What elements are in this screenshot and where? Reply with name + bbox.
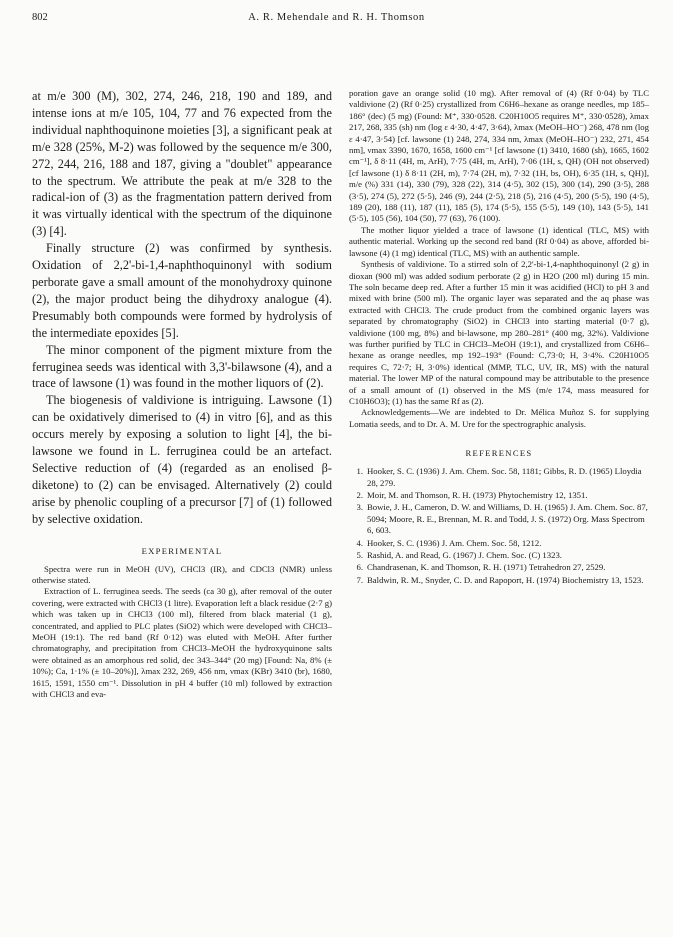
page-number: 802 bbox=[32, 12, 48, 23]
experimental-text-continued bbox=[349, 88, 649, 430]
body-text bbox=[32, 88, 332, 528]
reference-number: 6. bbox=[356, 562, 363, 573]
reference-number: 5. bbox=[356, 550, 363, 561]
reference-number: 1. bbox=[356, 466, 363, 477]
reference-list bbox=[349, 466, 649, 586]
reference-item bbox=[349, 562, 649, 573]
paragraph: Spectra were run in MeOH (UV), CHCl3 (IR), and CDCl3 (NMR) unless otherwise stated. bbox=[32, 563, 332, 585]
right-column bbox=[349, 88, 649, 587]
experimental-text bbox=[32, 564, 332, 701]
running-header bbox=[32, 12, 641, 28]
reference-item bbox=[349, 502, 649, 536]
reference-number: 2. bbox=[356, 490, 363, 500]
paragraph: at m/e 300 (M), 302, 274, 246, 218, 190 and 189, and intense ions at m/e 105, 104, 77 and 76 expected from the individual naphthoquinone moieties [3], a significant peak at m/e 328 (25%, M-2) was followed by the sequence m/e 300, 272, 244, 216, 188 and 187, giving a "doublet" appearance to the spectrum. We attribute the peak at m/e 328 to the radical-ion of (3) as the fragmentation pattern derived from it was virtually identical with the spectrum of the diquinone (3) [4]. bbox=[32, 89, 332, 239]
paragraph: poration gave an orange solid (10 mg). After removal of (4) (Rf 0·04) by TLC valdivione (2) (Rf 0·25) crystallized from C6H6–hexane as orange needles, mp 185–186° (dec) (5 mg) (Found: M⁺, 330·0528. C20H10O5 requires M⁺, 330·0528), λmax 217, 268, 335 (sh) nm (log ε 4·30, 4·47, 3·64), λmax (MeOH–HO⁻) 268, 478 nm (log ε 4·47, 3·54) [cf. lawsone (1) 248, 274, 334 nm, λmax (MeOH–HO⁻) 232, 271, 454 nm], νmax 3390, 1670, 1658, 1600 cm⁻¹ [cf lawsone (1) 3410, 1680 (sh), 1665, 1602 cm⁻¹], δ 8·11 (4H, m, ArH), 7·75 (4H, m, ArH), 7·06 (1H, s, QH) (OH not observed) [cf lawsone (1) δ 8·11 (2H, m), 7·74 (2H, m), 7·32 (1H, bs, OH), 6·35 (1H, s, QH)], m/e (%) 331 (14), 330 (79), 328 (22), 314 (4·5), 302 (15), 300 (14), 290 (3·5), 288 (3·5), 274 (5), 272 (5·5), 246 (9), 244 (2·5), 218 (5), 216 (4·5), 200 (5·5), 190 (4·5), 189 (20), 188 (11), 187 (11), 185 (5), 174 (5·5), 155 (5·5), 149 (10), 143 (5·5), 141 (5·5), 105 (56), 104 (50), 77 (63), 76 (100). bbox=[349, 88, 649, 224]
reference-text: Hooker, S. C. (1936) J. Am. Chem. Soc. 58, 1181; Gibbs, R. D. (1965) Lloydia 28, 279. bbox=[367, 466, 642, 488]
reference-text: Baldwin, R. M., Snyder, C. D. and Rapoport, H. (1974) Biochemistry 13, 1523. bbox=[367, 574, 644, 585]
paragraph: Synthesis of valdivione. To a stirred soln of 2,2'-bi-1,4-naphthoquinonyl (2 g) in dioxan (900 ml) was added sodium perborate (2 g) in H2O (200 ml) during 15 min. The soln became deep red. After a further 15 min it was acidified (HCl) to pH 3 and mixed with brine (500 ml). The organic layer was separated and the aq phase was extracted with CHCl3. The crude product from the combined organic layers was separated by chromatography (SiO2) in CHCl3 into starting material (0·7 g), valdivione (100 mg, 8%) and bi-lawsone, mp 280–281° (400 mg, 32%). Valdivione was further purified by TLC in CHCl3–MeOH (19:1), and crystallized from C6H6–hexane as orange needles, mp 192–193° (Found: C,73·0; H, 3·4%. C20H10O5 requires C, 72·7; H, 3·0%) identical (MMP, TLC, UV, IR, MS) with the natural material. The lower MP of the natural compound may be attributable to the presence of a small amount of (1) observed in the MS (m/e 174, mass measured for C10H6O3); (1) has the same Rf as (2). bbox=[349, 259, 649, 406]
paragraph: The mother liquor yielded a trace of lawsone (1) identical (TLC, MS) with authentic material. Working up the second red band (Rf 0·04) as above, afforded bi-lawsone (4) (1 mg) identical (TLC, MS) with an authentic sample. bbox=[349, 224, 649, 258]
reference-item bbox=[349, 490, 649, 501]
acknowledgements: Acknowledgements—We are indebted to Dr. Mélica Muñoz S. for supplying Lomatia seeds, and to Dr. A. M. Ure for the spectrographic analysis. bbox=[349, 407, 649, 429]
reference-number: 4. bbox=[356, 537, 363, 548]
reference-text: Rashid, A. and Read, G. (1967) J. Chem. Soc. (C) 1323. bbox=[367, 550, 562, 561]
paragraph: The minor component of the pigment mixture from the ferruginea seeds was identical with 3,3'-bilawsone (4), and a trace of lawsone (1) was found in the mother liquors of (2). bbox=[32, 342, 332, 391]
reference-text: Hooker, S. C. (1936) J. Am. Chem. Soc. 58, 1212. bbox=[367, 537, 542, 548]
section-heading-experimental: EXPERIMENTAL bbox=[141, 545, 223, 556]
reference-number: 3. bbox=[356, 502, 363, 513]
reference-text: Bowie, J. H., Cameron, D. W. and Williams, D. H. (1965) J. Am. Chem. Soc. 87, 5094; Moore, R. E., Brennan, M. R. and Todd, J. S. (1972) Org. Mass Spectrom 6, 603. bbox=[367, 502, 648, 536]
running-head: A. R. Mehendale and R. H. Thomson bbox=[248, 12, 425, 23]
reference-text: Moir, M. and Thomson, R. H. (1973) Phytochemistry 12, 1351. bbox=[367, 490, 588, 500]
paragraph: Finally structure (2) was confirmed by synthesis. Oxidation of 2,2'-bi-1,4-naphthoquinonyl with sodium perborate gave a small amount of the monohydroxy quinone (2), the major product being the dihydroxy analogue (4). Presumably both compounds were formed by hydrolysis of the intermediate epoxides [5]. bbox=[32, 241, 332, 340]
reference-item bbox=[349, 550, 649, 561]
paragraph: Extraction of L. ferruginea seeds. The seeds (ca 30 g), after removal of the outer covering, were extracted with CHCl3 (1 litre). Evaporation left a black residue (2·7 g) which was taken up in CHCl3 (100 ml), filtered from black material (1 g), concentrated, and applied to PLC plates (SiO2) which were developed with CHCl3–MeOH (19:1). The red band (Rf 0·12) was eluted with MeOH. After further chromatography, and precipitation from CHCl3–MeOH the hydroxyquinone salts were obtained as an amorphous red solid, dec 343–344° (20 mg) [Found: Na, 8% (± 10%); Ca, 1·1% (± 10–20%)], λmax 232, 269, 456 nm, νmax (KBr) 3410 (br), 1680, 1615, 1591, 1550 cm⁻¹. Dissolution in pH 4 buffer (10 ml) followed by extraction with CHCl3 and eva- bbox=[32, 586, 332, 700]
left-column bbox=[32, 88, 332, 700]
reference-number: 7. bbox=[356, 574, 363, 585]
reference-item bbox=[349, 575, 649, 586]
paragraph: The biogenesis of valdivione is intriguing. Lawsone (1) can be oxidatively dimerised to (4) in vitro [6], and as this occurs merely by exposing a solution to light [4], the bi-lawsone we found in L. ferruginea could be an artefact. Selective reduction of (4) (regarded as an enolised β-diketone) to (2) can be envisaged. Alternatively (2) could arise by phenolic coupling of a precursor [7] of (1) followed by selective oxidation. bbox=[32, 393, 332, 526]
reference-item bbox=[349, 538, 649, 549]
section-heading-references: REFERENCES bbox=[465, 448, 533, 459]
reference-item bbox=[349, 466, 649, 489]
reference-text: Chandrasenan, K. and Thomson, R. H. (1971) Tetrahedron 27, 2529. bbox=[367, 562, 606, 573]
